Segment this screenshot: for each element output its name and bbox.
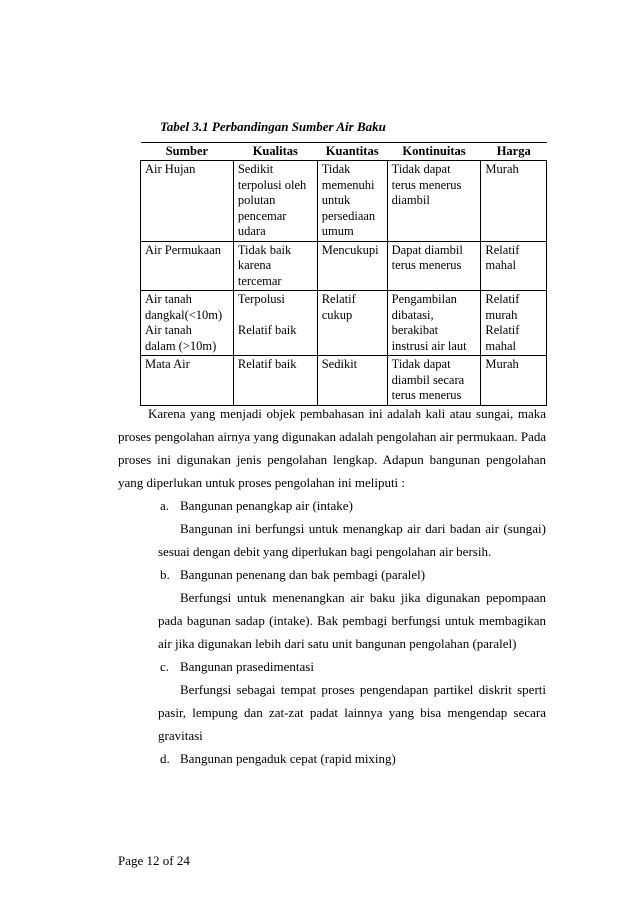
cell-line: cukup (321, 307, 353, 322)
header-kontinuitas: Kontinuitas (387, 143, 481, 161)
cell-line: mahal (485, 258, 516, 272)
cell-line: Relatif baik (237, 323, 297, 337)
cell-line: instrusi air laut (391, 338, 467, 353)
table-row (141, 356, 547, 406)
list-marker: d. (160, 751, 170, 766)
cell-line: Air Permukaan (145, 242, 222, 257)
table-cell (141, 161, 234, 242)
intro-paragraph (118, 402, 546, 494)
table-cell (387, 241, 481, 291)
cell-line: umum (321, 224, 354, 238)
desc-line: Berfungsi untuk menenangkan air baku jika digunakan pepompaan (180, 590, 546, 605)
table-cell (233, 161, 317, 242)
cell-line: mahal (485, 338, 516, 353)
table-cell (317, 291, 387, 356)
cell-line: diambil (391, 193, 430, 207)
desc-line: sesuai dengan debit yang diperlukan bagi pengolahan air bersih. (158, 544, 492, 559)
cell-line: terpolusi oleh (237, 177, 307, 192)
cell-line: berakibat (391, 323, 439, 337)
cell-line: diambil secara (391, 372, 465, 387)
table-cell (233, 241, 317, 291)
table-cell (317, 356, 387, 406)
table-row (141, 291, 547, 356)
list-item-title: Bangunan penenang dan bak pembagi (paralel) (180, 567, 426, 582)
cell-line: Relatif (321, 292, 356, 306)
cell-line: dangkal(<10m) (145, 307, 223, 322)
cell-line: Terpolusi (237, 292, 285, 306)
cell-line: Relatif (485, 323, 520, 337)
source-comparison-table (140, 142, 547, 406)
table-cell (141, 241, 234, 291)
cell-line: murah (485, 307, 518, 322)
cell-line (238, 308, 313, 324)
desc-line: pada bagunan sadap (intake). Bak pembagi berfungsi untuk membagikan (158, 613, 546, 628)
list-marker: a. (160, 498, 170, 513)
cell-line: pencemar (237, 208, 287, 223)
cell-line: Tidak (321, 162, 351, 176)
cell-line: polutan (237, 193, 276, 207)
intro-line: proses ini digunakan jenis pengolahan lengkap. Adapun bangunan pengolahan (118, 452, 546, 467)
intro-line: yang diperlukan untuk proses pengolahan ini meliputi : (118, 475, 406, 490)
list-marker: c. (160, 659, 170, 674)
table-cell (317, 161, 387, 242)
table-cell (387, 161, 481, 242)
cell-line: Mencukupi (321, 242, 379, 257)
desc-line: gravitasi (158, 728, 203, 743)
cell-line: Air Hujan (145, 162, 196, 176)
table-cell (317, 241, 387, 291)
cell-line: Pengambilan (391, 292, 457, 306)
cell-line: Sedikit (321, 357, 358, 371)
list-item-d (160, 747, 396, 770)
cell-line: Relatif baik (237, 357, 297, 371)
cell-line: terus menerus (391, 258, 462, 272)
desc-line: Bangunan ini berfungsi untuk menangkap air dari badan air (sungai) (180, 521, 546, 536)
table-cell (141, 356, 234, 406)
cell-line: terus menerus (391, 177, 462, 192)
table-row (141, 241, 547, 291)
cell-line: dalam (>10m) (145, 338, 217, 353)
cell-line: Murah (485, 357, 519, 371)
cell-line: Sedikit (237, 162, 274, 176)
cell-line: karena (237, 258, 272, 272)
table-caption: Tabel 3.1 Perbandingan Sumber Air Baku (160, 119, 386, 134)
table-cell (481, 241, 547, 291)
cell-line: memenuhi (321, 177, 375, 192)
list-item-c (160, 655, 314, 678)
list-item-desc (158, 586, 546, 655)
list-item-title: Bangunan pengaduk cepat (rapid mixing) (180, 751, 396, 766)
cell-line: Air tanah (145, 292, 192, 306)
list-item-title: Bangunan penangkap air (intake) (180, 498, 353, 513)
cell-line: Murah (485, 162, 519, 176)
cell-line: Dapat diambil (391, 242, 463, 257)
table-row (141, 161, 547, 242)
cell-line: tercemar (237, 273, 282, 288)
cell-line: Air tanah (145, 323, 192, 337)
cell-line: Tidak baik (237, 242, 292, 257)
list-marker: b. (160, 567, 170, 582)
table-cell (481, 291, 547, 356)
header-harga: Harga (481, 143, 547, 161)
cell-line: Tidak dapat (391, 162, 451, 176)
list-item-b (160, 563, 425, 586)
cell-line: persediaan (321, 208, 376, 223)
header-kualitas: Kualitas (233, 143, 317, 161)
header-sumber: Sumber (141, 143, 234, 161)
table-cell (233, 356, 317, 406)
cell-line: udara (237, 224, 266, 238)
intro-line: Karena yang menjadi objek pembahasan ini adalah kali atau sungai, maka (148, 406, 546, 421)
cell-line: untuk (321, 193, 351, 207)
intro-line: proses pengolahan airnya yang digunakan adalah pengolahan air permukaan. Pada (118, 429, 547, 444)
page-number: Page 12 of 24 (118, 853, 190, 868)
table-cell (233, 291, 317, 356)
cell-line: Relatif (485, 292, 520, 306)
table-cell (481, 161, 547, 242)
list-item-desc (158, 517, 546, 563)
desc-line: air jika digunakan lebih dari satu unit bangunan pengolahan (paralel) (158, 636, 517, 651)
header-kuantitas: Kuantitas (317, 143, 387, 161)
table-cell (387, 356, 481, 406)
table-cell (481, 356, 547, 406)
cell-line: Mata Air (145, 357, 190, 371)
desc-line: pasir, lempung dan zat-zat padat lainnya yang bisa mengendap secara (158, 705, 546, 720)
cell-line: Tidak dapat (391, 357, 451, 371)
cell-line: Relatif (485, 242, 520, 257)
list-item-a (160, 494, 353, 517)
list-item-desc (158, 678, 546, 747)
table-header-row (141, 143, 547, 161)
cell-line: terus menerus (391, 388, 462, 402)
list-item-title: Bangunan prasedimentasi (180, 659, 314, 674)
desc-line: Berfungsi sebagai tempat proses pengendapan partikel diskrit sperti (180, 682, 546, 697)
table-cell (141, 291, 234, 356)
table-cell (387, 291, 481, 356)
cell-line: dibatasi, (391, 307, 434, 322)
